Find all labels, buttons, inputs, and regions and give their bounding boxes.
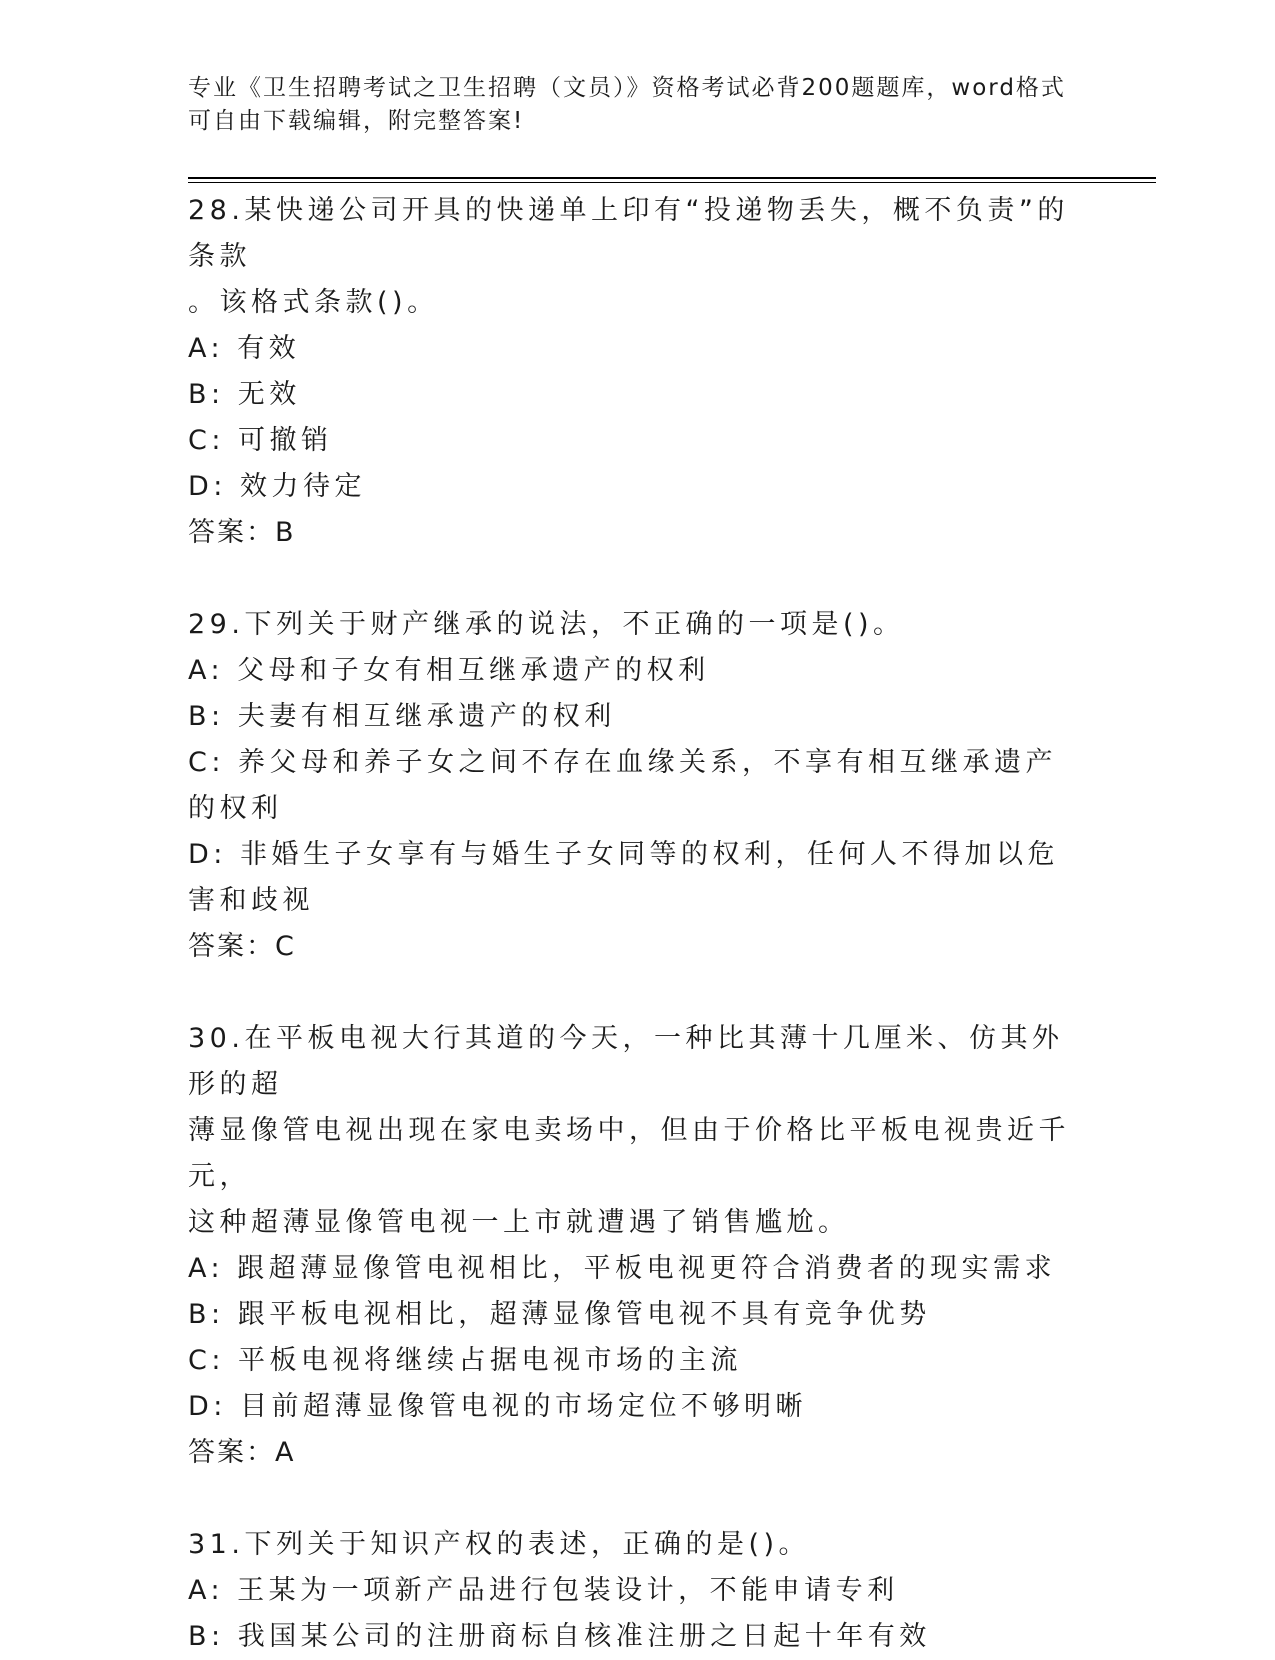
question-stem-line: 薄显像管电视出现在家电卖场中，但由于价格比平板电视贵近千元，: [188, 1115, 1070, 1192]
header-divider-thin: [188, 182, 1156, 183]
option-d: D: 效力待定: [188, 471, 366, 502]
option-b: B: 跟平板电视相比，超薄显像管电视不具有竞争优势: [188, 1299, 931, 1330]
option-b: B: 夫妻有相互继承遗产的权利: [188, 701, 616, 732]
option-b: B: 无效: [188, 379, 301, 410]
question-28: [188, 188, 1088, 556]
option-d: D: 目前超薄显像管电视的市场定位不够明晰: [188, 1391, 807, 1422]
option-a: A: 父母和子女有相互继承遗产的权利: [188, 655, 710, 686]
document-header: [188, 72, 1088, 138]
header-divider-thick: [188, 177, 1156, 179]
option-c: C: 养父母和养子女之间不存在血缘关系，不享有相互继承遗产的权利: [188, 747, 1058, 824]
question-stem-line: 30.在平板电视大行其道的今天，一种比其薄十几厘米、仿其外形的超: [188, 1023, 1064, 1100]
question-stem-line: 31.下列关于知识产权的表述，正确的是()。: [188, 1529, 811, 1560]
answer-line: 答案：C: [188, 931, 296, 962]
header-line-2: 可自由下载编辑，附完整答案!: [188, 108, 525, 134]
question-stem-line: 这种超薄显像管电视一上市就遭遇了销售尴尬。: [188, 1207, 850, 1238]
header-line-1: 专业《卫生招聘考试之卫生招聘（文员）》资格考试必背200题题库，word格式: [188, 75, 1066, 101]
option-c: C: 平板电视将继续占据电视市场的主流: [188, 1345, 743, 1376]
option-a: A: 王某为一项新产品进行包装设计，不能申请专利: [188, 1575, 899, 1606]
question-30: [188, 1016, 1088, 1476]
question-stem-line: 。该格式条款()。: [188, 287, 439, 318]
option-a: A: 有效: [188, 333, 301, 364]
answer-line: 答案：B: [188, 517, 296, 548]
option-c: C: 可撤销: [188, 425, 333, 456]
question-29: [188, 602, 1088, 970]
question-list: [188, 188, 1088, 1660]
question-stem-line: 28.某快递公司开具的快递单上印有“投递物丢失，概不负责”的条款: [188, 195, 1069, 272]
question-stem-line: 29.下列关于财产继承的说法，不正确的一项是()。: [188, 609, 905, 640]
question-31: [188, 1522, 1088, 1660]
option-b: B: 我国某公司的注册商标自核准注册之日起十年有效: [188, 1621, 931, 1652]
answer-line: 答案：A: [188, 1437, 296, 1468]
option-a: A: 跟超薄显像管电视相比，平板电视更符合消费者的现实需求: [188, 1253, 1057, 1284]
option-d: D: 非婚生子女享有与婚生子女同等的权利，任何人不得加以危害和歧视: [188, 839, 1059, 916]
